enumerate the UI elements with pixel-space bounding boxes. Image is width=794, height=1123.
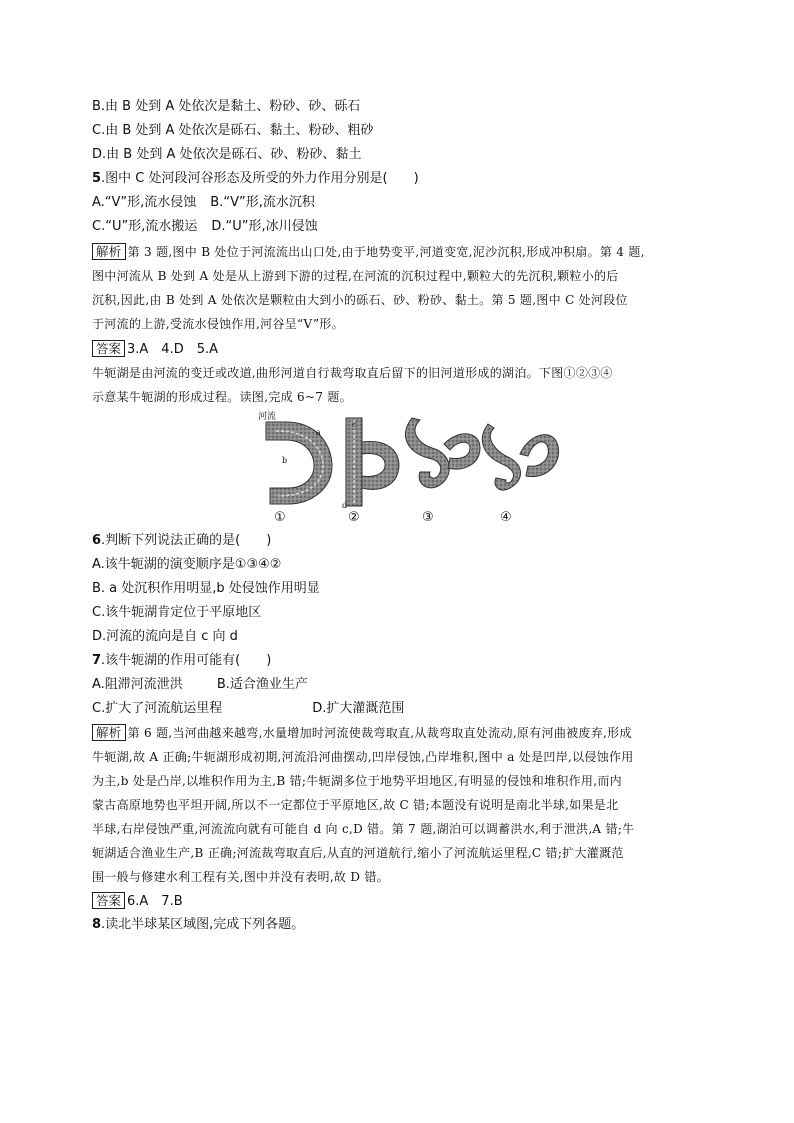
q7-option-a: A.阻滞河流泄洪 [92,677,183,692]
q5-stem: .图中 C 处河段河谷形态及所受的外力作用分别是( ) [101,171,419,186]
q7-option-c: C.扩大了河流航运里程 [92,701,223,716]
stage-3-meander [405,418,480,488]
q5-stem-line [92,170,419,188]
oxbow-diagram [248,408,566,508]
stage-2-meander [346,418,399,506]
analysis-2-line-7: 围一般与修建水利工程有关,图中并没有表明,故 D 错。 [92,870,389,884]
answer-1-text: 3.A 4.D 5.A [127,342,219,357]
letter-c: c [352,420,357,429]
analysis-tag-2: 解析 [92,724,126,741]
q7-option-d: D.扩大灌溉范围 [312,701,405,716]
q6-option-d: D.河流的流向是自 c 向 d [92,629,238,644]
q4-option-b: B.由 B 处到 A 处依次是黏土、粉砂、砂、砾石 [92,99,361,114]
q6-number: 6 [92,533,102,548]
q6-option-a: A.该牛轭湖的演变顺序是①③④② [92,557,282,572]
stage-4-meander [482,424,558,490]
q7-stem-line [92,652,271,670]
q7-options-row-2 [92,700,404,718]
answer-2-text: 6.A 7.B [127,894,183,909]
intro-line-2: 示意某牛轭湖的形成过程。读图,完成 6~7 题。 [92,390,352,404]
letter-a: a [316,428,321,437]
oxbow-lake-figure [248,408,566,526]
stage-label-3: ③ [422,510,434,525]
analysis-1-text-1: 第 3 题,图中 B 处位于河流流出山口处,由于地势变平,河道变宽,泥沙沉积,形成冲积扇。第 4 题, [127,245,645,259]
figure-title: 河流 [258,412,277,422]
analysis-2-line-1 [92,724,632,742]
stage-label-4: ④ [500,510,512,525]
analysis-2-line-6: 轭湖适合渔业生产,B 正确;河流裁弯取直后,从直的河道航行,缩小了河流航运里程,C 错;扩大灌溉范 [92,846,624,860]
q6-stem: .判断下列说法正确的是( ) [101,533,272,548]
answer-tag: 答案 [92,340,125,357]
analysis-tag: 解析 [92,243,126,260]
analysis-1-line-4: 于河流的上游,受流水侵蚀作用,河谷呈“V”形。 [92,317,344,331]
analysis-1-line-1 [92,243,645,261]
q7-option-b: B.适合渔业生产 [216,677,308,692]
intro-line-1: 牛轭湖是由河流的变迁或改道,曲形河道自行裁弯取直后留下的旧河道形成的湖泊。下图①②③④ [92,366,613,380]
q5-option-d: D.“U”形,冰川侵蚀 [211,219,318,234]
stage-label-1: ① [274,510,286,525]
stage-1-meander [266,422,332,504]
answer-1 [92,340,218,359]
q5-option-c: C.“U”形,流水搬运 [92,219,198,234]
q8-stem: .读北半球某区域图,完成下列各题。 [101,917,305,932]
answer-tag-2: 答案 [92,892,125,909]
analysis-2-line-4: 蒙古高原地势也平坦开阔,所以不一定都位于平原地区,故 C 错;本题没有说明是南北半球,如果是北 [92,798,619,812]
q6-option-c: C.该牛轭湖肯定位于平原地区 [92,605,262,620]
q5-number: 5 [92,171,102,186]
q5-option-b: B.“V”形,流水沉积 [210,195,315,210]
q6-stem-line [92,532,271,550]
q8-stem-line [92,916,304,934]
q8-number: 8 [92,917,102,932]
q6-option-b: B. a 处沉积作用明显,b 处侵蚀作用明显 [92,581,320,596]
analysis-1-line-2: 图中河流从 B 处到 A 处是从上游到下游的过程,在河流的沉积过程中,颗粒大的先沉积,颗粒小的后 [92,269,619,283]
q5-options-row-1 [92,194,315,212]
letter-d: d [342,501,348,510]
q5-option-a: A.“V”形,流水侵蚀 [92,195,197,210]
analysis-2-line-3: 为主,b 处是凸岸,以堆积作用为主,B 错;牛轭湖多位于地势平坦地区,有明显的侵蚀和堆积作用,而内 [92,774,622,788]
analysis-2-text-1: 第 6 题,当河曲越来越弯,水量增加时河流使裁弯取直,从裁弯取直处流动,原有河曲被废弃,形成 [127,726,632,740]
stage-label-2: ② [348,510,360,525]
q5-options-row-2 [92,218,318,236]
q4-option-d: D.由 B 处到 A 处依次是砾石、砂、粉砂、黏土 [92,147,362,162]
q4-option-c: C.由 B 处到 A 处依次是砾石、黏土、粉砂、粗砂 [92,123,374,138]
analysis-1-line-3: 沉积,因此,由 B 处到 A 处依次是颗粒由大到小的砾石、砂、粉砂、黏土。第 5 题,图中 C 处河段位 [92,293,628,307]
analysis-2-line-2: 牛轭湖,故 A 正确;牛轭湖形成初期,河流沿河曲摆动,凹岸侵蚀,凸岸堆积,图中 a 处是凹岸,以侵蚀作用 [92,750,634,764]
answer-2 [92,892,183,911]
q7-number: 7 [92,653,102,668]
letter-b: b [282,456,288,465]
analysis-2-line-5: 半球,右岸侵蚀严重,河流流向就有可能自 d 向 c,D 错。第 7 题,湖泊可以调蓄洪水,利于泄洪,A 错;牛 [92,822,635,836]
q7-stem: .该牛轭湖的作用可能有( ) [101,653,272,668]
q7-options-row-1 [92,676,308,694]
